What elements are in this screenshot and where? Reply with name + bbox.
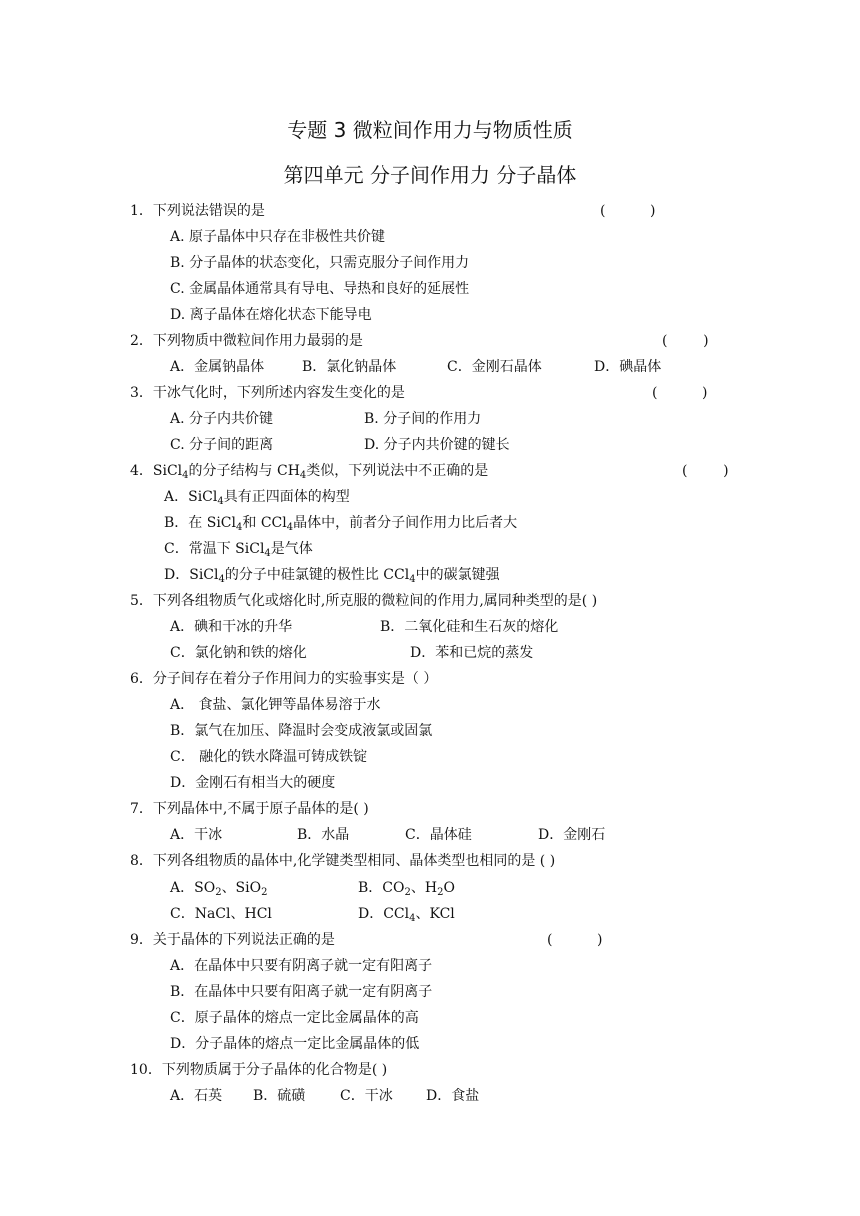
q6-option-d: D．金刚石有相当大的硬度 — [170, 775, 336, 791]
q2-option-d: D．碘晶体 — [594, 359, 662, 375]
question-10-stem: 10．下列物质属于分子晶体的化合物是( ) — [130, 1062, 388, 1078]
q6-option-a: A． 食盐、氯化钾等晶体易溶于水 — [170, 697, 381, 713]
question-3-answer-blank: ( ) — [652, 385, 708, 401]
q8-option-b: B．$CO_2$、$H_2O$ — [358, 880, 455, 898]
q7-option-c: C．晶体硅 — [405, 827, 472, 843]
q3-option-c: C. 分子间的距离 — [170, 437, 274, 453]
q9-option-b: B．在晶体中只要有阳离子就一定有阴离子 — [170, 984, 433, 1000]
q1-option-a: A. 原子晶体中只存在非极性共价键 — [170, 229, 386, 245]
q3-option-b: B. 分子间的作用力 — [364, 411, 482, 427]
q8-option-d: D．CCl$_4$、KCl — [358, 906, 455, 924]
q3-option-a: A. 分子内共价键 — [170, 411, 274, 427]
q2-option-a: A．金属钠晶体 — [170, 359, 265, 375]
q5-option-d: D．苯和已烷的蒸发 — [410, 645, 534, 661]
page-subtitle: 第四单元 分子间作用力 分子晶体 — [283, 163, 577, 187]
q7-option-b: B．水晶 — [297, 827, 350, 843]
q9-option-a: A．在晶体中只要有阴离子就一定有阳离子 — [170, 958, 433, 974]
question-6-stem: 6．分子间存在着分子作用间力的实验事实是（ ） — [130, 671, 438, 687]
q1-option-c: C. 金属晶体通常具有导电、导热和良好的延展性 — [170, 281, 470, 297]
question-2-answer-blank: ( ) — [662, 333, 709, 349]
q4-option-c: C．常温下 SiCl$_4$是气体 — [164, 541, 313, 559]
q6-option-b: B．氯气在加压、降温时会变成液氯或固氯 — [170, 723, 433, 739]
q9-option-c: C．原子晶体的熔点一定比金属晶体的高 — [170, 1010, 419, 1026]
question-5-stem: 5．下列各组物质气化或熔化时,所克服的微粒间的作用力,属同种类型的是( ) — [130, 593, 598, 609]
q7-option-a: A．干冰 — [170, 827, 223, 843]
q1-option-b: B. 分子晶体的状态变化，只需克服分子间作用力 — [170, 255, 470, 271]
q2-option-c: C．金刚石晶体 — [447, 359, 542, 375]
question-1-answer-blank: ( ) — [600, 203, 656, 219]
q8-option-a: A．$SO_2$、SiO$_2$ — [170, 880, 268, 898]
q6-option-c: C． 融化的铁水降温可铸成铁锭 — [170, 749, 368, 765]
q4-option-a: A．SiCl$_4$具有正四面体的构型 — [164, 489, 350, 507]
q5-option-c: C．氯化钠和铁的熔化 — [170, 645, 307, 661]
question-4-answer-blank: ( ) — [682, 463, 729, 479]
q2-option-b: B．氯化钠晶体 — [302, 359, 397, 375]
q4-option-b: B．在 SiCl$_4$和 CCl$_4$晶体中，前者分子间作用力比后者大 — [164, 515, 518, 533]
q10-option-a: A．石英 — [170, 1088, 223, 1104]
question-4-stem: 4．SiCl$_4$的分子结构与 $CH_4$类似，下列说法中不正确的是 — [130, 463, 489, 481]
q10-option-c: C．干冰 — [340, 1088, 393, 1104]
question-8-stem: 8．下列各组物质的晶体中,化学键类型相同、晶体类型也相同的是 ( ) — [130, 853, 556, 869]
question-3-stem: 3．干冰气化时，下列所述内容发生变化的是 — [130, 385, 405, 401]
q10-option-d: D．食盐 — [426, 1088, 480, 1104]
question-7-stem: 7．下列晶体中,不属于原子晶体的是( ) — [130, 801, 369, 817]
page-title: 专题 3 微粒间作用力与物质性质 — [287, 118, 573, 142]
question-1-stem: 1．下列说法错误的是 — [130, 203, 265, 219]
question-9-answer-blank: ( ) — [547, 932, 603, 948]
q4-option-d: D．SiCl$_4$的分子中硅氯键的极性比 CCl$_4$中的碳氯键强 — [164, 567, 500, 585]
q8-option-c: C．NaCl、HCl — [170, 906, 272, 922]
q9-option-d: D．分子晶体的熔点一定比金属晶体的低 — [170, 1036, 420, 1052]
q5-option-a: A．碘和干冰的升华 — [170, 619, 293, 635]
q7-option-d: D．金刚石 — [538, 827, 606, 843]
question-2-stem: 2．下列物质中微粒间作用力最弱的是 — [130, 333, 363, 349]
q10-option-b: B．硫磺 — [253, 1088, 306, 1104]
question-9-stem: 9．关于晶体的下列说法正确的是 — [130, 932, 335, 948]
q3-option-d: D. 分子内共价键的键长 — [364, 437, 510, 453]
q1-option-d: D. 离子晶体在熔化状态下能导电 — [170, 307, 372, 323]
q5-option-b: B．二氧化硅和生石灰的熔化 — [380, 619, 559, 635]
